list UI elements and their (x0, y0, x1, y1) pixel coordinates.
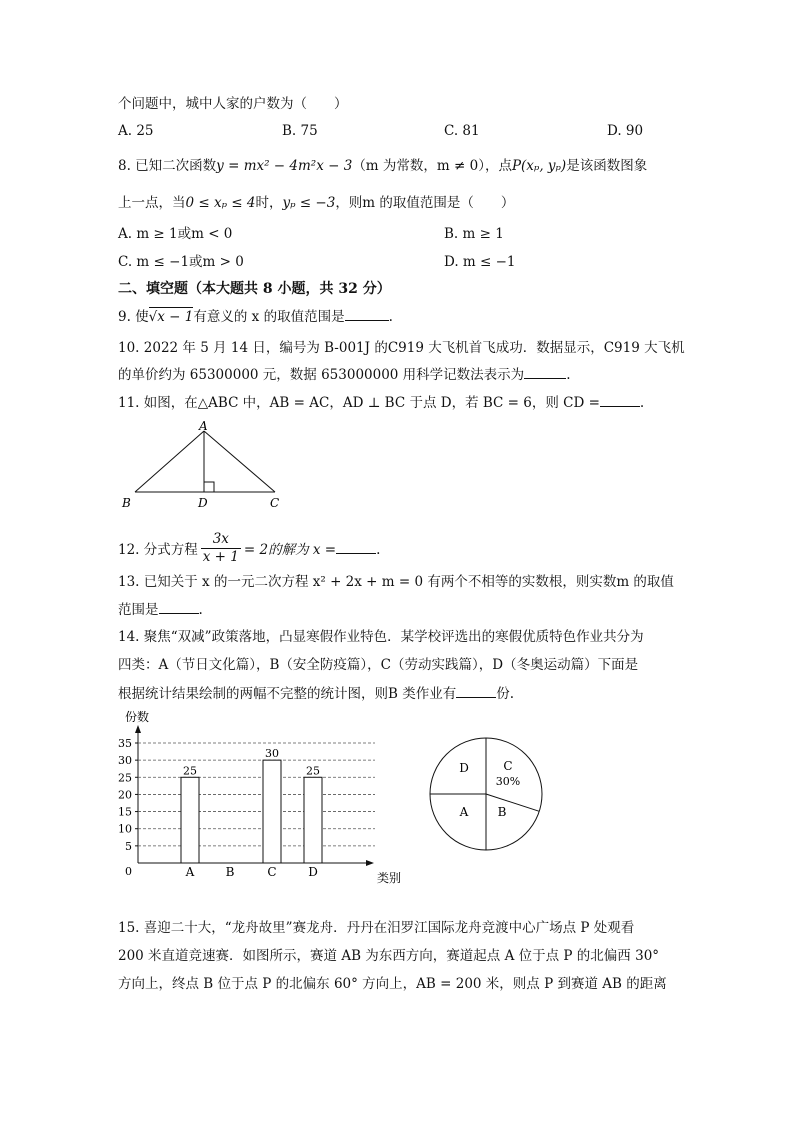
q8-option-c: C. m ≤ −1或m > 0 (118, 254, 244, 270)
bar-y-tick-label: 10 (118, 822, 132, 836)
q11-label-a: A (199, 419, 208, 433)
q11-label-d: D (198, 496, 208, 510)
bar-value-label: 25 (183, 764, 197, 778)
q12-fraction (201, 531, 241, 566)
q8-line1: 8. 已知二次函数y = mx² − 4m²x − 3（m 为常数，m ≠ 0），点P(xₚ, yₚ)是该函数图象 (118, 158, 648, 174)
q13-line1: 13. 已知关于 x 的一元二次方程 x² + 2x + m = 0 有两个不相等的实数根，则实数m 的取值 (118, 574, 674, 590)
q11-triangle-figure (118, 418, 293, 513)
bar-origin-label: 0 (125, 865, 132, 878)
q8-point: P(xₚ, yₚ) (511, 158, 567, 174)
q14-line2: 四类：A（节日文化篇），B（安全防疫篇），C（劳动实践篇），D（冬奥运动篇）下面是 (118, 657, 639, 673)
q8-equation: y = mx² − 4m²x − 3 (216, 158, 353, 174)
q8-option-b: B. m ≥ 1 (444, 226, 504, 242)
q14-blank (456, 683, 496, 698)
q9-blank (345, 306, 389, 321)
pie-label-D: D (459, 761, 469, 775)
bar-x-tick-label: D (308, 865, 318, 879)
pie-value-C: 30% (495, 775, 521, 788)
bar-y-tick-label: 5 (125, 839, 132, 853)
pie-label-A: A (459, 805, 469, 819)
q15-line1: 15. 喜迎二十大，“龙舟故里”赛龙舟．丹丹在汨罗江国际龙舟竞渡中心广场点 P 处观看 (118, 920, 635, 936)
bar-y-axis-label: 份数 (125, 710, 150, 724)
bar-D (304, 777, 322, 863)
bar-y-tick-label: 25 (118, 771, 132, 785)
q14-pie-chart (425, 733, 547, 855)
bar-x-tick-label: C (267, 865, 277, 879)
q9-expr: √x − 1 (148, 309, 194, 325)
pie-label-B: B (497, 805, 507, 819)
q11-blank (600, 392, 640, 407)
q14-line3: 根据统计结果绘制的两幅不完整的统计图，则B 类作业有 份. (118, 683, 514, 704)
q11-text: 11. 如图，在△ABC 中，AB = AC，AD ⊥ BC 于点 D，若 BC = 6，则 CD = . (118, 392, 644, 413)
q8-option-d: D. m ≤ −1 (444, 254, 516, 270)
bar-A (181, 777, 199, 863)
q15-line3: 方向上，终点 B 位于点 P 的北偏东 60° 方向上，AB = 200 米，则点 P 到赛道 AB 的距离 (118, 976, 667, 992)
q12-denominator: x + 1 (202, 549, 239, 565)
pie-label-C: C (503, 759, 513, 773)
section2-title: 二、填空题（本大题共 8 小题，共 32 分） (118, 281, 391, 297)
bar-y-tick-label: 30 (118, 754, 132, 768)
bar-value-label: 25 (306, 764, 320, 778)
bar-value-label: 30 (265, 747, 279, 761)
q7-option-d: D. 90 (607, 123, 644, 139)
bar-x-tick-label: B (225, 865, 235, 879)
q7-option-a: A. 25 (118, 123, 154, 139)
q8-cond2: yₚ ≤ −3 (282, 195, 336, 211)
bar-y-tick-label: 15 (118, 805, 132, 819)
bar-y-tick-label: 35 (118, 737, 132, 750)
q12-numerator: 3x (201, 531, 241, 549)
q13-blank (159, 599, 199, 614)
q13-line2: 范围是 . (118, 599, 203, 620)
bar-C (263, 760, 281, 863)
q14-line1: 14. 聚焦“双减”政策落地，凸显寒假作业特色．某学校评选出的寒假优质特色作业共分为 (118, 629, 644, 645)
q12-text: 12. 分式方程 $\frac{3x}{x + 1}$ = 2的解为 x = . (118, 531, 381, 565)
q10-blank (524, 364, 566, 379)
q12-blank (336, 539, 376, 554)
bar-x-axis-label: 类别 (377, 871, 402, 885)
q11-label-b: B (122, 496, 131, 510)
q7-option-c: C. 81 (444, 123, 480, 139)
q9-text: 9. 使√x − 1有意义的 x 的取值范围是 . (118, 306, 393, 327)
q14-bar-chart (110, 705, 420, 890)
q7-option-b: B. 75 (282, 123, 318, 139)
q7-text: 个问题中，城中人家的户数为（ ） (118, 96, 348, 112)
q15-line2: 200 米直道竞速赛．如图所示，赛道 AB 为东西方向，赛道起点 A 位于点 P 的北偏西 30° (118, 948, 660, 964)
bar-x-axis-arrow (366, 860, 374, 866)
bar-y-tick-label: 20 (118, 788, 132, 802)
q10-line1: 10. 2022 年 5 月 14 日，编号为 B-001J 的C919 大飞机首飞成功．数据显示，C919 大飞机 (118, 340, 685, 356)
q8-cond1: 0 ≤ xₚ ≤ 4 (185, 195, 256, 211)
bar-x-tick-label: A (185, 865, 195, 879)
q8-line2: 上一点，当0 ≤ xₚ ≤ 4时，yₚ ≤ −3，则m 的取值范围是（ ） (118, 195, 515, 211)
q11-label-c: C (270, 496, 280, 510)
q10-line2: 的单价约为 65300000 元，数据 653000000 用科学记数法表示为 . (118, 364, 570, 385)
bar-y-axis-arrow (135, 725, 141, 733)
q8-option-a: A. m ≥ 1或m < 0 (118, 226, 233, 242)
